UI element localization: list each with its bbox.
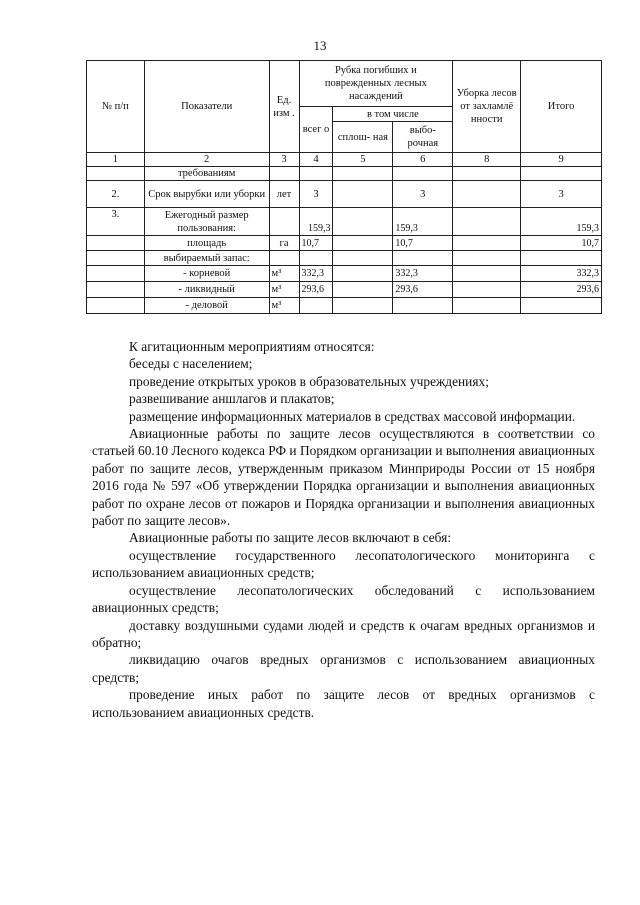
row-name: выбираемый запас:: [144, 251, 269, 266]
col-number: 6: [393, 153, 453, 167]
header-num: № п/п: [87, 61, 145, 153]
header-felling-group: Рубка погибших и поврежденных лесных насаждений: [299, 61, 453, 107]
row-name: - деловой: [144, 298, 269, 314]
row-value: 159,3: [521, 208, 602, 236]
row-unit: [269, 251, 299, 266]
row-value: 3: [393, 181, 453, 208]
paragraph: проведение открытых уроков в образовательных учреждениях;: [129, 373, 489, 389]
row-value: [453, 266, 521, 282]
table-row: [87, 266, 602, 282]
header-indicators: Показатели: [144, 61, 269, 153]
header-including: в том числе: [333, 107, 453, 122]
row-name: Срок вырубки или уборки: [144, 181, 269, 208]
header-cleanup: Уборка лесов от захламлё нности: [453, 61, 521, 153]
row-name: требованиям: [144, 167, 269, 181]
row-value: [521, 251, 602, 266]
row-value: [453, 298, 521, 314]
row-value: 293,6: [299, 282, 333, 298]
row-value: [453, 282, 521, 298]
row-value: 332,3: [521, 266, 602, 282]
table-row: [87, 167, 602, 181]
row-num: [87, 298, 145, 314]
row-value: [393, 298, 453, 314]
row-value: [299, 251, 333, 266]
row-value: 332,3: [299, 266, 333, 282]
col-number: 3: [269, 153, 299, 167]
col-number: 5: [333, 153, 393, 167]
row-value: [299, 298, 333, 314]
row-value: 10,7: [521, 236, 602, 251]
row-num: [87, 266, 145, 282]
paragraph: К агитационным мероприятиям относятся:: [129, 339, 375, 354]
row-value: 332,3: [393, 266, 453, 282]
row-unit: [269, 167, 299, 181]
row-value: [393, 167, 453, 181]
row-num: [87, 251, 145, 266]
paragraph: Авиационные работы по защите лесов осуществляются в соответствии со статьей 60.10 Лесного кодекса РФ и Порядком организации и выполнения авиационных работ по защите лесов, утвержденным приказом Минприроды России от 15 ноября 2016 года № 597 «Об утверждении Порядка организации и выполнения авиационных работ по охране лесов от пожаров и Порядка организации и выполнения авиационных работ по защите лесов».: [92, 426, 595, 529]
page-number: 13: [313, 38, 327, 53]
row-value: [453, 167, 521, 181]
row-value: 3: [299, 181, 333, 208]
column-numbers-row: [87, 153, 602, 167]
row-value: [453, 236, 521, 251]
row-value: 159,3: [393, 208, 453, 236]
row-name: - ликвидный: [144, 282, 269, 298]
col-number: 9: [521, 153, 602, 167]
paragraph: проведение иных работ по защите лесов от вредных организмов с использованием авиационных средств.: [92, 687, 595, 720]
col-number: 2: [144, 153, 269, 167]
row-unit: га: [269, 236, 299, 251]
header-selective: выбо- рочная: [393, 122, 453, 153]
row-value: 3: [521, 181, 602, 208]
row-value: [521, 298, 602, 314]
row-value: 159,3: [299, 208, 333, 236]
row-value: 293,6: [393, 282, 453, 298]
row-name: - корневой: [144, 266, 269, 282]
table-row: [87, 208, 602, 236]
row-num: 2.: [87, 181, 145, 208]
row-unit: м³: [269, 266, 299, 282]
body-text: [92, 338, 595, 721]
row-value: [453, 181, 521, 208]
header-total-all: всег о: [299, 107, 333, 153]
row-name: площадь: [144, 236, 269, 251]
row-num: [87, 167, 145, 181]
paragraph: осуществление лесопатологических обследований с использованием авиационных средств;: [92, 582, 595, 616]
table-row: [87, 251, 602, 266]
row-value: [333, 251, 393, 266]
row-value: 10,7: [299, 236, 333, 251]
row-value: [299, 167, 333, 181]
row-value: [333, 208, 393, 236]
paragraph: беседы с населением;: [129, 356, 253, 372]
row-unit: м³: [269, 282, 299, 298]
row-num: [87, 236, 145, 251]
row-num: 3.: [87, 208, 145, 236]
row-value: [333, 282, 393, 298]
paragraph: доставку воздушными судами людей и средств к очагам вредных организмов и обратно;: [92, 617, 595, 650]
row-value: 293,6: [521, 282, 602, 298]
row-unit: м³: [269, 298, 299, 314]
row-value: [393, 251, 453, 266]
row-unit: лет: [269, 181, 299, 208]
row-value: [333, 181, 393, 208]
col-number: 4: [299, 153, 333, 167]
col-number: 1: [87, 153, 145, 167]
row-value: [521, 167, 602, 181]
header-unit: Ед. изм .: [269, 61, 299, 153]
col-number: 8: [453, 153, 521, 167]
paragraph: Авиационные работы по защите лесов включают в себя:: [129, 530, 452, 546]
paragraph: ликвидацию очагов вредных организмов с использованием авиационных средств;: [92, 652, 595, 685]
table-row: [87, 298, 602, 314]
paragraph: развешивание аншлагов и плакатов;: [129, 391, 335, 407]
row-value: 10,7: [393, 236, 453, 251]
table-row: [87, 181, 602, 208]
row-value: [333, 236, 393, 251]
row-value: [453, 251, 521, 266]
table-row: [87, 236, 602, 251]
row-value: [333, 298, 393, 314]
row-value: [333, 266, 393, 282]
row-num: [87, 282, 145, 298]
row-unit: [269, 208, 299, 236]
header-total: Итого: [521, 61, 602, 153]
forest-use-table: [86, 60, 602, 314]
table-row: [87, 282, 602, 298]
row-value: [333, 167, 393, 181]
paragraph: размещение информационных материалов в средствах массовой информации.: [129, 408, 576, 424]
row-name: Ежегодный размер пользования:: [144, 208, 269, 236]
paragraph: осуществление государственного лесопатологического мониторинга с использованием авиационных средств;: [92, 547, 595, 581]
row-value: [453, 208, 521, 236]
header-clear: сплош- ная: [333, 122, 393, 153]
